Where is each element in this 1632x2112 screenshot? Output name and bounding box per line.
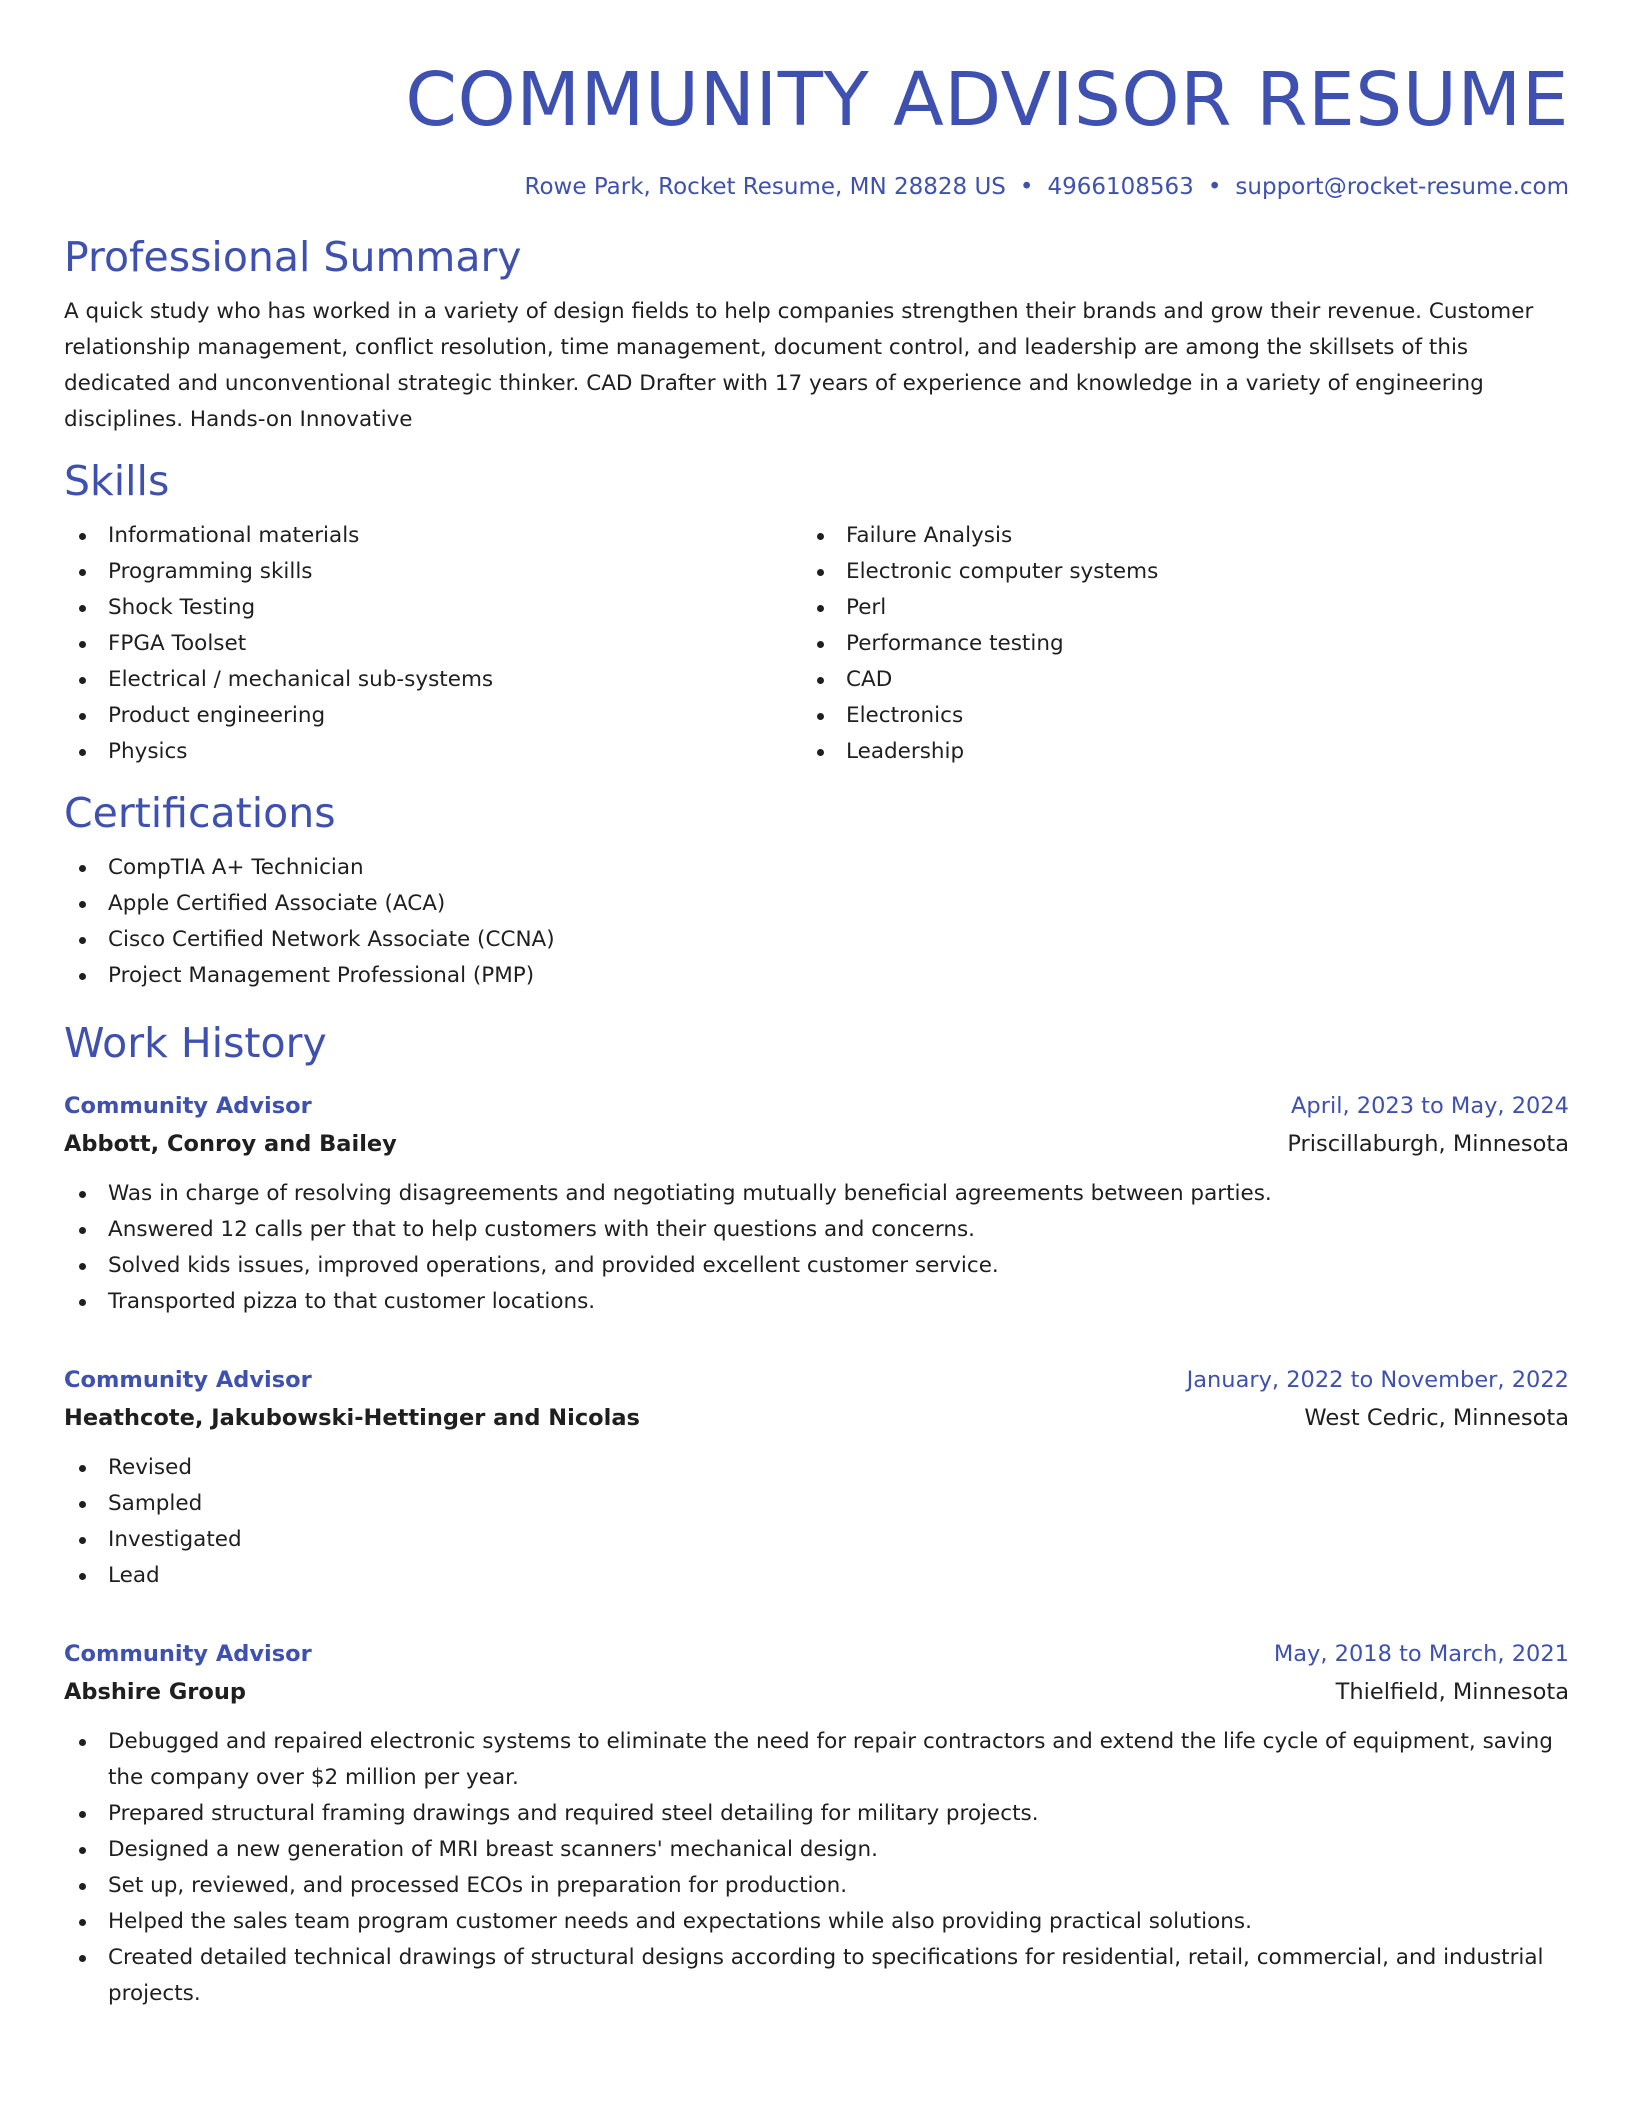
job-title: Community Advisor [64, 1641, 312, 1667]
job-duty-item: Created detailed technical drawings of structural designs according to specifications for residential, retail, commercial, and industrial projects. [64, 1940, 1569, 2012]
skill-item: Programming skills [64, 554, 802, 590]
skills-heading: Skills [64, 457, 170, 505]
job-title: Community Advisor [64, 1093, 312, 1119]
skill-item: Physics [64, 734, 802, 770]
contact-separator: • [1207, 174, 1222, 200]
job-company-row [64, 1124, 1569, 1164]
job-entry [64, 1088, 1569, 1320]
job-company: Heathcote, Jakubowski-Hettinger and Nicolas [64, 1405, 640, 1431]
job-dates: April, 2023 to May, 2024 [1291, 1093, 1569, 1119]
certifications-list [64, 850, 1569, 994]
job-company: Abbott, Conroy and Bailey [64, 1131, 397, 1157]
certification-item: Apple Certified Associate (ACA) [64, 886, 1569, 922]
skill-item: CAD [802, 662, 1540, 698]
skill-item: Electronics [802, 698, 1540, 734]
summary-text: A quick study who has worked in a variety of design fields to help companies strengthen their brands and grow their revenue. Customer relationship management, conflict resolution, time management, document control, and leadership are among the skillsets of this dedicated and unconventional strategic thinker. CAD Drafter with 17 years of experience and knowledge in a variety of engineering disciplines. Hands-on Innovative [64, 299, 1534, 432]
job-duty-item: Solved kids issues, improved operations, and provided excellent customer service. [64, 1248, 1569, 1284]
job-company-row [64, 1672, 1569, 1712]
job-duty-item: Was in charge of resolving disagreements and negotiating mutually beneficial agreements between parties. [64, 1176, 1569, 1212]
skills-list-right [802, 518, 1540, 770]
job-title-row [64, 1088, 1569, 1124]
skill-item: Leadership [802, 734, 1540, 770]
resume-title: COMMUNITY ADVISOR RESUME [405, 57, 1569, 143]
job-title-row [64, 1362, 1569, 1398]
job-dates: January, 2022 to November, 2022 [1186, 1367, 1569, 1393]
job-location: West Cedric, Minnesota [1304, 1405, 1569, 1431]
skill-item: Shock Testing [64, 590, 802, 626]
job-duties-list [64, 1450, 1569, 1594]
job-duty-item: Designed a new generation of MRI breast scanners' mechanical design. [64, 1832, 1569, 1868]
job-company-row [64, 1398, 1569, 1438]
skills-grid [64, 518, 1569, 770]
job-entry [64, 1636, 1569, 2012]
summary-heading: Professional Summary [64, 233, 522, 281]
job-duty-item: Debugged and repaired electronic systems to eliminate the need for repair contractors and extend the life cycle of equipment, saving the company over $2 million per year. [64, 1724, 1569, 1796]
contact-email: support@rocket-resume.com [1235, 174, 1569, 200]
skill-item: Performance testing [802, 626, 1540, 662]
skill-item: Informational materials [64, 518, 802, 554]
job-duty-item: Answered 12 calls per that to help customers with their questions and concerns. [64, 1212, 1569, 1248]
contact-separator: • [1019, 174, 1034, 200]
certification-item: Cisco Certified Network Associate (CCNA) [64, 922, 1569, 958]
job-duties-list [64, 1724, 1569, 2012]
skill-item: Product engineering [64, 698, 802, 734]
job-title: Community Advisor [64, 1367, 312, 1393]
certification-item: Project Management Professional (PMP) [64, 958, 1569, 994]
job-company: Abshire Group [64, 1679, 246, 1705]
job-duty-item: Sampled [64, 1486, 1569, 1522]
contact-phone: 4966108563 [1047, 174, 1194, 200]
job-duty-item: Transported pizza to that customer locations. [64, 1284, 1569, 1320]
skill-item: FPGA Toolset [64, 626, 802, 662]
contact-address: Rowe Park, Rocket Resume, MN 28828 US [524, 174, 1006, 200]
job-location: Thielfield, Minnesota [1335, 1679, 1569, 1705]
job-duty-item: Helped the sales team program customer needs and expectations while also providing practical solutions. [64, 1904, 1569, 1940]
skill-item: Electronic computer systems [802, 554, 1540, 590]
skill-item: Failure Analysis [802, 518, 1540, 554]
contact-line [64, 172, 1569, 202]
job-duty-item: Prepared structural framing drawings and required steel detailing for military projects. [64, 1796, 1569, 1832]
work-history-heading: Work History [64, 1019, 327, 1067]
job-dates: May, 2018 to March, 2021 [1273, 1641, 1569, 1667]
skills-list-left [64, 518, 802, 770]
skill-item: Electrical / mechanical sub-systems [64, 662, 802, 698]
job-duties-list [64, 1176, 1569, 1320]
job-duty-item: Revised [64, 1450, 1569, 1486]
job-location: Priscillaburgh, Minnesota [1287, 1131, 1569, 1157]
job-duty-item: Lead [64, 1558, 1569, 1594]
job-duty-item: Investigated [64, 1522, 1569, 1558]
job-duty-item: Set up, reviewed, and processed ECOs in preparation for production. [64, 1868, 1569, 1904]
job-entry [64, 1362, 1569, 1594]
job-title-row [64, 1636, 1569, 1672]
certifications-heading: Certifications [64, 789, 336, 837]
certification-item: CompTIA A+ Technician [64, 850, 1569, 886]
skill-item: Perl [802, 590, 1540, 626]
